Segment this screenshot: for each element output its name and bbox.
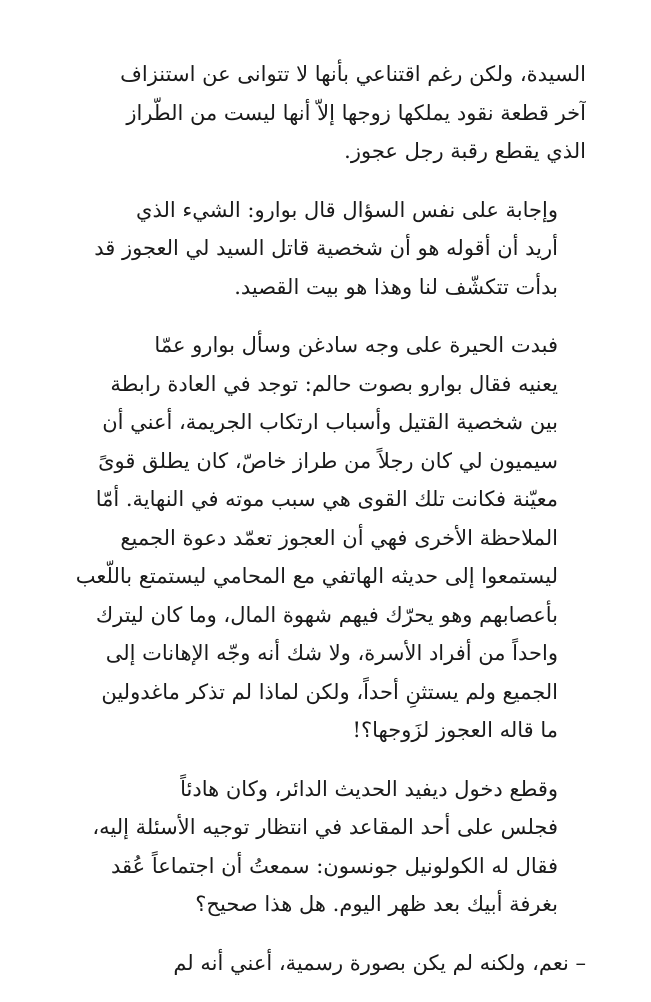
text-line: ليستمعوا إلى حديثه الهاتفي مع المحامي ليستمتع باللّعب (75, 564, 558, 588)
text-line: الملاحظة الأخرى فهي أن العجوز تعمّد دعوة الجميع (120, 525, 558, 550)
text-line: الجميع ولم يستثنِ أحداً، ولكن لماذا لم تذكر ماغدولين (101, 679, 558, 704)
text-line: فجلس على أحد المقاعد في انتظار توجيه الأسئلة إليه، (92, 815, 558, 839)
text-line: – نعم، ولكنه لم يكن بصورة رسمية، أعني أنه لم (173, 950, 586, 975)
text-line: بأعصابهم وهو يحرّك فيهم شهوة المال، وما كان ليترك (95, 602, 558, 627)
text-line: معيّنة فكانت تلك القوى هي سبب موته في النهاية. أمّا (95, 487, 558, 511)
text-line: واحداً من أفراد الأسرة، ولا شك أنه وجّه الإهانات إلى (105, 641, 558, 665)
text-line: فقال له الكولونيل جونسون: سمعتُ أن اجتماعاً عُقد (110, 853, 558, 878)
text-line: بين شخصية القتيل وأسباب ارتكاب الجريمة، أعني أن (102, 410, 558, 434)
text-line: يعنيه فقال بوارو بصوت حالم: توجد في العادة رابطة (110, 371, 558, 396)
paragraph (70, 55, 586, 171)
text-line: السيدة، ولكن رغم اقتناعي بأنها لا تتوانى عن استنزاف (120, 62, 586, 86)
book-page-text (70, 55, 586, 1002)
paragraph (70, 770, 586, 924)
text-line: ما قاله العجوز لزَوجها؟! (352, 718, 558, 742)
text-line: آخر قطعة نقود يملكها زوجها إلاّ أنها ليست من الطّراز (126, 100, 586, 125)
paragraph (70, 326, 586, 750)
text-line: الذي يقطع رقبة رجل عجوز. (344, 139, 586, 163)
text-line: وقطع دخول ديفيد الحديث الدائر، وكان هادئاً (180, 776, 558, 801)
text-line: فبدت الحيرة على وجه سادغن وسأل بوارو عمّا (154, 333, 558, 357)
text-line: وإجابة على نفس السؤال قال بوارو: الشيء الذي (136, 197, 558, 222)
text-line: بغرفة أبيك بعد ظهر اليوم. هل هذا صحيح؟ (195, 892, 558, 916)
paragraph (70, 191, 586, 307)
text-line: سيميون لي كان رجلاً من طراز خاصّ، كان يطلق قوىً (98, 448, 558, 473)
paragraph (70, 944, 586, 983)
text-line: بدأت تتكشّف لنا وهذا هو بيت القصيد. (234, 274, 558, 299)
text-line: أريد أن أقوله هو أن شخصية قاتل السيد لي العجوز قد (94, 236, 558, 260)
